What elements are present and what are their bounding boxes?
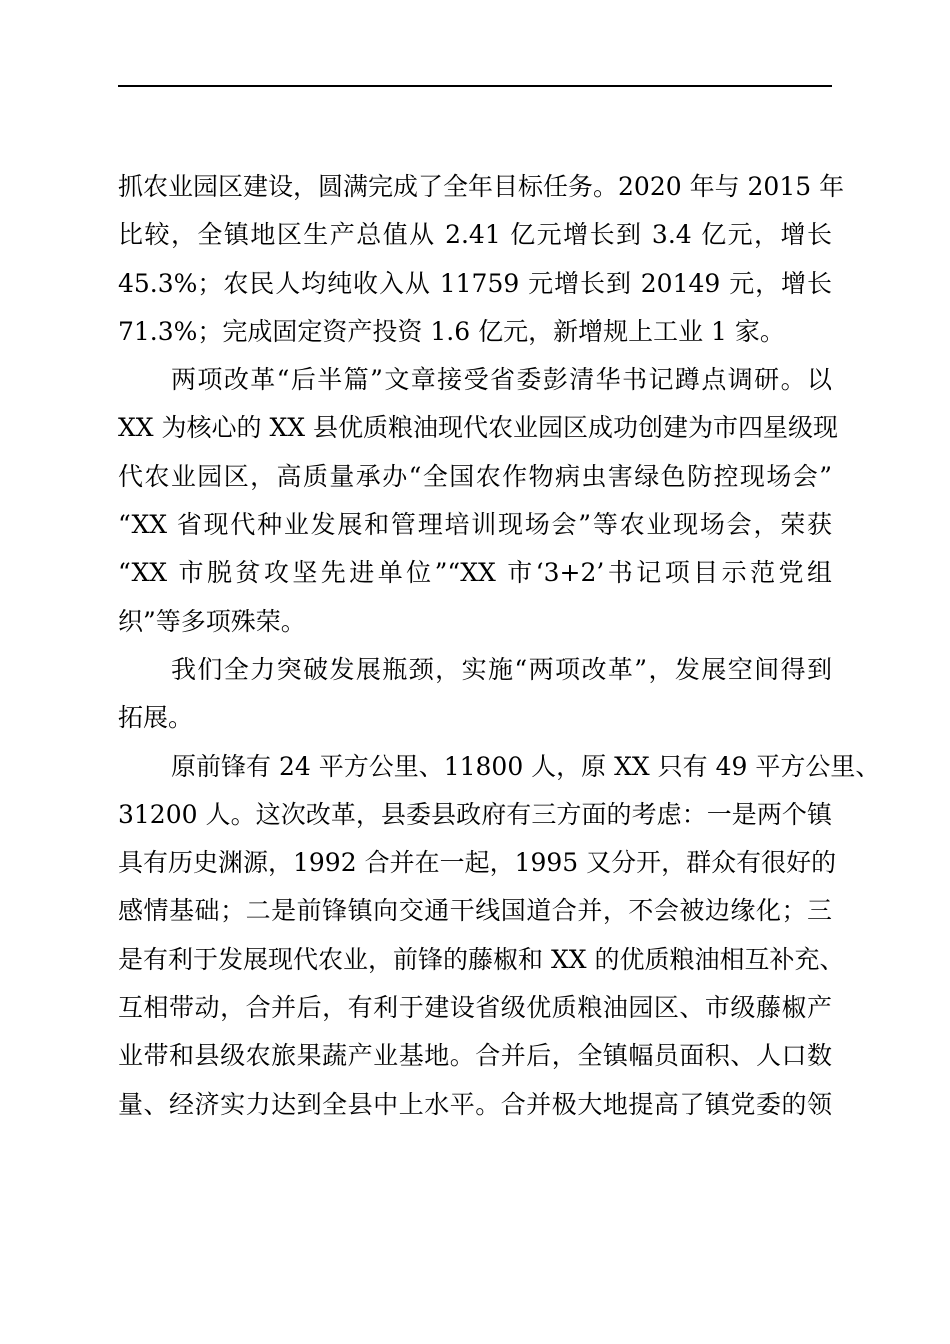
text-line: 具有历史渊源，1992 合并在一起，1995 又分开，群众有很好的 [118, 848, 837, 878]
text-line: 71.3%；完成固定资产投资 1.6 亿元，新增规上工业 1 家。 [118, 316, 785, 346]
text-line: XX 为核心的 XX 县优质粮油现代农业园区成功创建为市四星级现 [118, 413, 839, 443]
text-line: 代农业园区，高质量承办“全国农作物病虫害绿色防控现场会” [118, 461, 832, 491]
text-line: 31200 人。这次改革，县委县政府有三方面的考虑：一是两个镇 [118, 799, 832, 829]
text-line: 我们全力突破发展瓶颈，实施“两项改革”，发展空间得到 [171, 654, 832, 684]
text-line: 45.3%；农民人均纯收入从 11759 元增长到 20149 元，增长 [118, 268, 832, 298]
text-line: 互相带动，合并后，有利于建设省级优质粮油园区、市级藤椒产 [118, 993, 832, 1023]
text-line: 业带和县级农旅果蔬产业基地。合并后，全镇幅员面积、人口数 [118, 1041, 832, 1071]
text-line: 拓展。 [118, 703, 194, 733]
header-rule [118, 85, 832, 87]
text-line: 织”等多项殊荣。 [118, 606, 306, 636]
body-text [118, 163, 881, 1129]
text-line: 原前锋有 24 平方公里、11800 人，原 XX 只有 49 平方公里、 [171, 751, 881, 781]
text-line: 量、经济实力达到全县中上水平。合并极大地提高了镇党委的领 [118, 1089, 832, 1119]
text-line: 感情基础；二是前锋镇向交通干线国道合并，不会被边缘化；三 [118, 896, 832, 926]
text-line: 比较，全镇地区生产总值从 2.41 亿元增长到 3.4 亿元，增长 [118, 220, 832, 250]
text-line: 是有利于发展现代农业，前锋的藤椒和 XX 的优质粮油相互补充、 [118, 944, 845, 974]
text-line: 两项改革“后半篇”文章接受省委彭清华书记蹲点调研。以 [171, 365, 832, 395]
text-line: “XX 市脱贫攻坚先进单位”“XX 市‘3+2’书记项目示范党组 [118, 558, 832, 588]
text-line: “XX 省现代种业发展和管理培训现场会”等农业现场会，荣获 [118, 510, 832, 540]
text-line: 抓农业园区建设，圆满完成了全年目标任务。2020 年与 2015 年 [118, 172, 845, 201]
